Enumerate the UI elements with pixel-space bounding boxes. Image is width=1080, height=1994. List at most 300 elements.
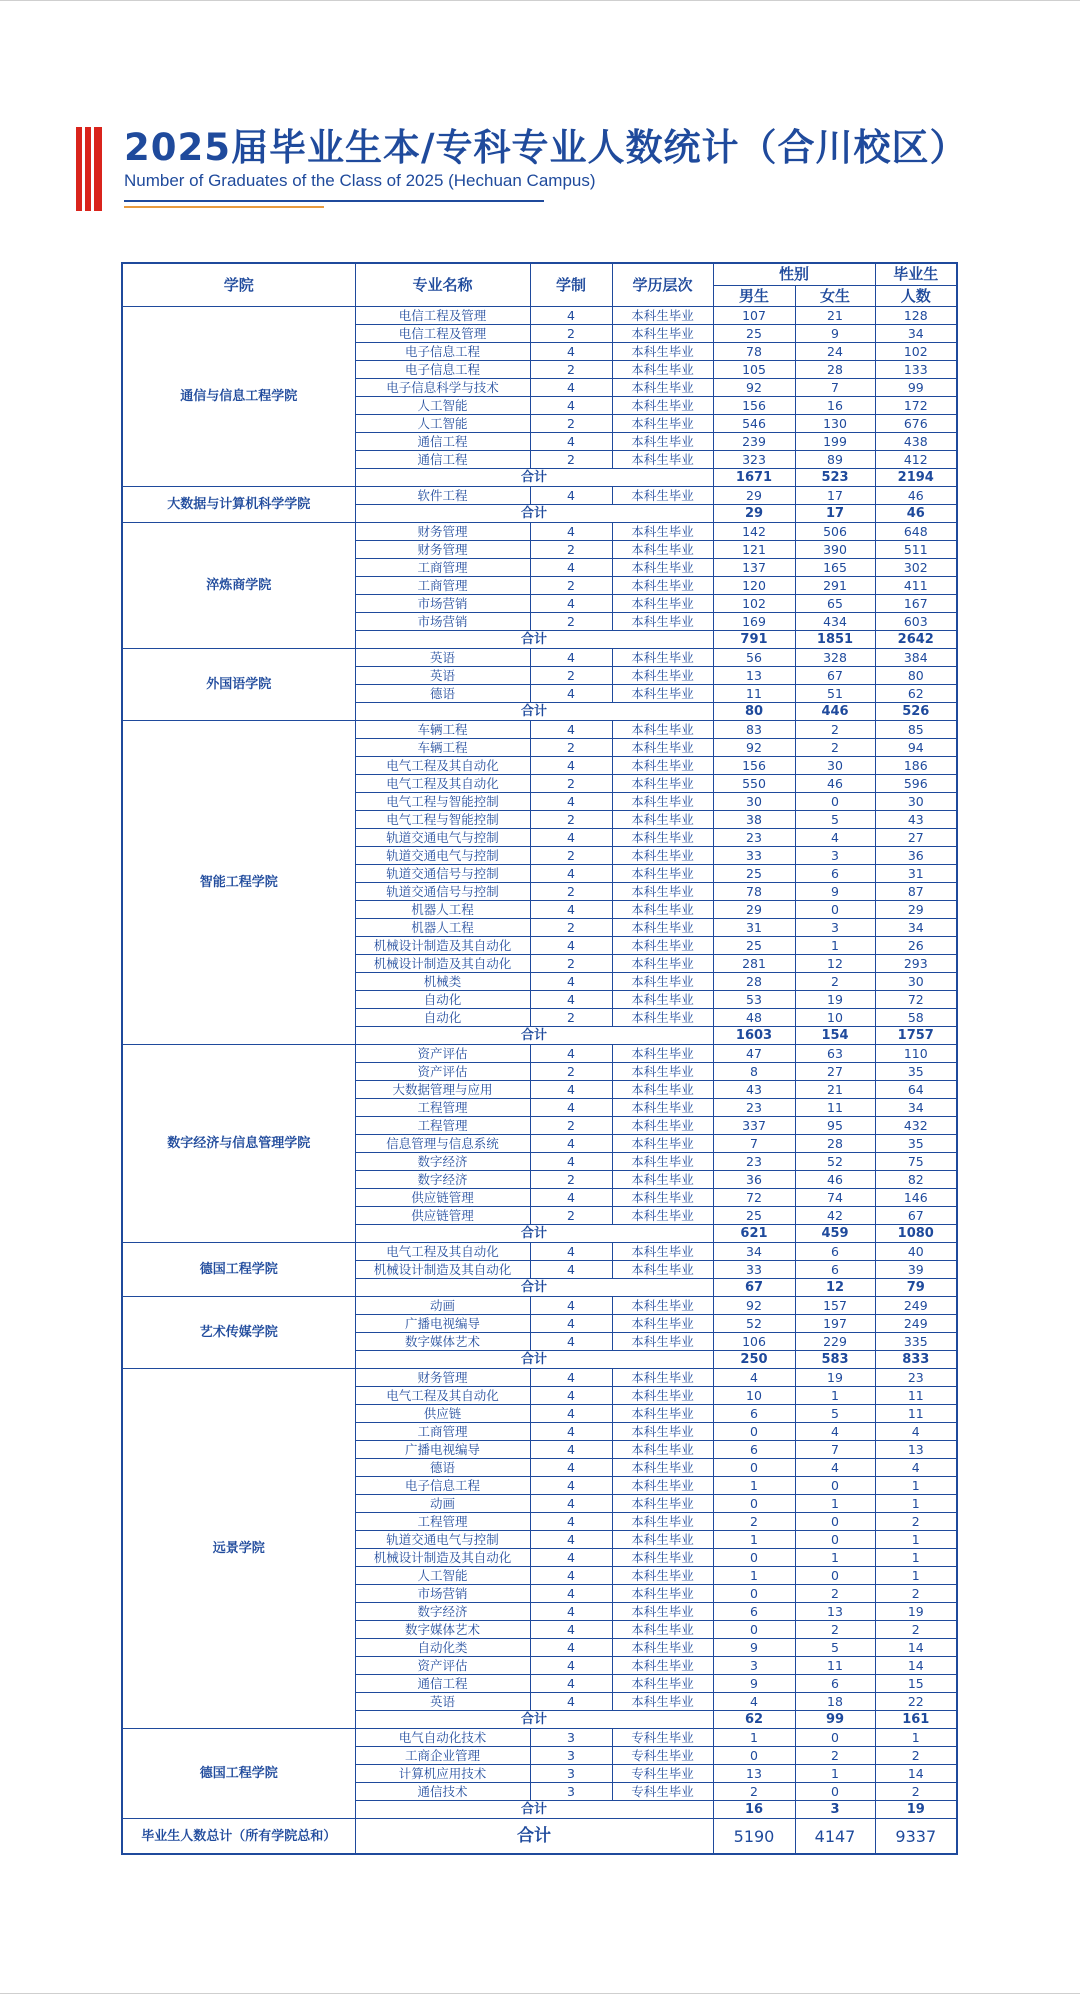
subtotal-label: 合计 (355, 505, 713, 523)
degree-level: 本科生毕业 (612, 1045, 713, 1063)
female-count: 199 (795, 433, 875, 451)
major-name: 电子信息工程 (355, 1477, 530, 1495)
degree-level: 本科生毕业 (612, 685, 713, 703)
female-count: 16 (795, 397, 875, 415)
degree-level: 本科生毕业 (612, 1153, 713, 1171)
duration: 4 (530, 1513, 612, 1531)
total-count: 13 (875, 1441, 957, 1459)
male-count: 56 (713, 649, 795, 667)
duration: 4 (530, 1045, 612, 1063)
degree-level: 本科生毕业 (612, 793, 713, 811)
female-count: 63 (795, 1045, 875, 1063)
total-count: 72 (875, 991, 957, 1009)
male-count: 2 (713, 1783, 795, 1801)
male-count: 4 (713, 1369, 795, 1387)
major-name: 工商管理 (355, 559, 530, 577)
subtotal-female: 523 (795, 469, 875, 487)
male-count: 0 (713, 1747, 795, 1765)
total-count: 128 (875, 307, 957, 325)
female-count: 52 (795, 1153, 875, 1171)
subtotal-female: 459 (795, 1225, 875, 1243)
female-count: 1 (795, 1765, 875, 1783)
degree-level: 本科生毕业 (612, 1459, 713, 1477)
duration: 4 (530, 1369, 612, 1387)
major-name: 电气工程与智能控制 (355, 793, 530, 811)
major-name: 机器人工程 (355, 919, 530, 937)
major-name: 资产评估 (355, 1045, 530, 1063)
major-name: 通信工程 (355, 1675, 530, 1693)
major-name: 机械类 (355, 973, 530, 991)
degree-level: 本科生毕业 (612, 1261, 713, 1279)
grand-total-label: 毕业生人数总计（所有学院总和） (122, 1819, 355, 1855)
duration: 4 (530, 865, 612, 883)
male-count: 9 (713, 1639, 795, 1657)
degree-level: 本科生毕业 (612, 1243, 713, 1261)
major-name: 电信工程及管理 (355, 307, 530, 325)
degree-level: 专科生毕业 (612, 1747, 713, 1765)
duration: 2 (530, 955, 612, 973)
major-name: 德语 (355, 685, 530, 703)
degree-level: 本科生毕业 (612, 307, 713, 325)
duration: 4 (530, 1477, 612, 1495)
total-count: 43 (875, 811, 957, 829)
major-name: 轨道交通电气与控制 (355, 847, 530, 865)
male-count: 33 (713, 847, 795, 865)
female-count: 13 (795, 1603, 875, 1621)
total-count: 2 (875, 1621, 957, 1639)
degree-level: 本科生毕业 (612, 397, 713, 415)
major-name: 软件工程 (355, 487, 530, 505)
duration: 4 (530, 1603, 612, 1621)
duration: 4 (530, 901, 612, 919)
table-row (122, 1243, 957, 1261)
major-name: 英语 (355, 1693, 530, 1711)
subtotal-total: 46 (875, 505, 957, 523)
major-name: 广播电视编导 (355, 1315, 530, 1333)
subtotal-male: 16 (713, 1801, 795, 1819)
total-count: 36 (875, 847, 957, 865)
total-count: 133 (875, 361, 957, 379)
degree-level: 本科生毕业 (612, 1387, 713, 1405)
duration: 4 (530, 595, 612, 613)
subtotal-female: 446 (795, 703, 875, 721)
female-count: 18 (795, 1693, 875, 1711)
subtotal-female: 3 (795, 1801, 875, 1819)
female-count: 2 (795, 1747, 875, 1765)
subtotal-label: 合计 (355, 1279, 713, 1297)
duration: 4 (530, 1639, 612, 1657)
degree-level: 本科生毕业 (612, 739, 713, 757)
duration: 2 (530, 1117, 612, 1135)
male-count: 25 (713, 865, 795, 883)
total-count: 11 (875, 1387, 957, 1405)
degree-level: 本科生毕业 (612, 1531, 713, 1549)
duration: 4 (530, 397, 612, 415)
duration: 4 (530, 649, 612, 667)
subtotal-female: 1851 (795, 631, 875, 649)
degree-level: 本科生毕业 (612, 433, 713, 451)
subtotal-label: 合计 (355, 631, 713, 649)
degree-level: 本科生毕业 (612, 901, 713, 919)
duration: 2 (530, 451, 612, 469)
degree-level: 本科生毕业 (612, 1099, 713, 1117)
major-name: 资产评估 (355, 1657, 530, 1675)
male-count: 33 (713, 1261, 795, 1279)
college-name: 德国工程学院 (122, 1243, 355, 1297)
total-count: 676 (875, 415, 957, 433)
total-count: 1 (875, 1495, 957, 1513)
degree-level: 本科生毕业 (612, 1513, 713, 1531)
female-count: 51 (795, 685, 875, 703)
duration: 3 (530, 1747, 612, 1765)
degree-level: 本科生毕业 (612, 1315, 713, 1333)
total-count: 648 (875, 523, 957, 541)
degree-level: 专科生毕业 (612, 1729, 713, 1747)
subtotal-female: 17 (795, 505, 875, 523)
female-count: 0 (795, 1783, 875, 1801)
degree-level: 本科生毕业 (612, 343, 713, 361)
subtotal-male: 791 (713, 631, 795, 649)
total-count: 35 (875, 1135, 957, 1153)
major-name: 工商企业管理 (355, 1747, 530, 1765)
female-count: 0 (795, 793, 875, 811)
major-name: 轨道交通信号与控制 (355, 865, 530, 883)
subtotal-male: 80 (713, 703, 795, 721)
total-count: 15 (875, 1675, 957, 1693)
title-decoration-bars (76, 127, 102, 211)
subtotal-total: 526 (875, 703, 957, 721)
female-count: 9 (795, 883, 875, 901)
college-name: 数字经济与信息管理学院 (122, 1045, 355, 1243)
degree-level: 本科生毕业 (612, 1657, 713, 1675)
female-count: 4 (795, 1459, 875, 1477)
total-count: 167 (875, 595, 957, 613)
major-name: 电气工程及其自动化 (355, 775, 530, 793)
subtotal-total: 161 (875, 1711, 957, 1729)
female-count: 46 (795, 1171, 875, 1189)
subtotal-total: 79 (875, 1279, 957, 1297)
female-count: 197 (795, 1315, 875, 1333)
total-count: 30 (875, 973, 957, 991)
male-count: 6 (713, 1603, 795, 1621)
total-count: 39 (875, 1261, 957, 1279)
degree-level: 本科生毕业 (612, 361, 713, 379)
top-border (0, 0, 1080, 1)
female-count: 291 (795, 577, 875, 595)
subtotal-total: 1757 (875, 1027, 957, 1045)
male-count: 0 (713, 1423, 795, 1441)
male-count: 1 (713, 1531, 795, 1549)
subtotal-label: 合计 (355, 469, 713, 487)
total-count: 82 (875, 1171, 957, 1189)
female-count: 11 (795, 1657, 875, 1675)
major-name: 车辆工程 (355, 721, 530, 739)
major-name: 财务管理 (355, 1369, 530, 1387)
total-count: 335 (875, 1333, 957, 1351)
major-name: 财务管理 (355, 541, 530, 559)
degree-level: 本科生毕业 (612, 1297, 713, 1315)
male-count: 121 (713, 541, 795, 559)
total-count: 62 (875, 685, 957, 703)
male-count: 11 (713, 685, 795, 703)
major-name: 动画 (355, 1495, 530, 1513)
major-name: 市场营销 (355, 595, 530, 613)
duration: 4 (530, 1081, 612, 1099)
header-gender: 性别 (713, 263, 875, 285)
degree-level: 本科生毕业 (612, 1171, 713, 1189)
degree-level: 本科生毕业 (612, 991, 713, 1009)
duration: 4 (530, 1405, 612, 1423)
duration: 4 (530, 1621, 612, 1639)
duration: 4 (530, 1657, 612, 1675)
male-count: 34 (713, 1243, 795, 1261)
degree-level: 本科生毕业 (612, 523, 713, 541)
major-name: 数字媒体艺术 (355, 1333, 530, 1351)
major-name: 人工智能 (355, 1567, 530, 1585)
male-count: 13 (713, 1765, 795, 1783)
duration: 4 (530, 973, 612, 991)
major-name: 轨道交通信号与控制 (355, 883, 530, 901)
major-name: 人工智能 (355, 415, 530, 433)
duration: 4 (530, 829, 612, 847)
duration: 2 (530, 541, 612, 559)
duration: 4 (530, 1135, 612, 1153)
degree-level: 本科生毕业 (612, 1369, 713, 1387)
male-count: 6 (713, 1441, 795, 1459)
major-name: 计算机应用技术 (355, 1765, 530, 1783)
college-name: 淬炼商学院 (122, 523, 355, 649)
male-count: 7 (713, 1135, 795, 1153)
total-count: 19 (875, 1603, 957, 1621)
major-name: 数字媒体艺术 (355, 1621, 530, 1639)
male-count: 92 (713, 739, 795, 757)
duration: 4 (530, 1297, 612, 1315)
major-name: 工程管理 (355, 1099, 530, 1117)
major-name: 车辆工程 (355, 739, 530, 757)
female-count: 95 (795, 1117, 875, 1135)
degree-level: 本科生毕业 (612, 1603, 713, 1621)
duration: 3 (530, 1765, 612, 1783)
total-count: 87 (875, 883, 957, 901)
major-name: 供应链管理 (355, 1207, 530, 1225)
total-count: 2 (875, 1513, 957, 1531)
duration: 4 (530, 1585, 612, 1603)
duration: 2 (530, 847, 612, 865)
subtotal-female: 154 (795, 1027, 875, 1045)
male-count: 36 (713, 1171, 795, 1189)
duration: 4 (530, 433, 612, 451)
major-name: 工商管理 (355, 577, 530, 595)
female-count: 42 (795, 1207, 875, 1225)
duration: 4 (530, 1675, 612, 1693)
total-count: 11 (875, 1405, 957, 1423)
degree-level: 本科生毕业 (612, 955, 713, 973)
total-count: 1 (875, 1729, 957, 1747)
table-row (122, 1369, 957, 1387)
duration: 4 (530, 1243, 612, 1261)
total-count: 293 (875, 955, 957, 973)
male-count: 546 (713, 415, 795, 433)
subtotal-total: 833 (875, 1351, 957, 1369)
male-count: 323 (713, 451, 795, 469)
male-count: 120 (713, 577, 795, 595)
female-count: 2 (795, 1621, 875, 1639)
male-count: 38 (713, 811, 795, 829)
female-count: 21 (795, 1081, 875, 1099)
female-count: 157 (795, 1297, 875, 1315)
subtotal-label: 合计 (355, 1801, 713, 1819)
female-count: 2 (795, 973, 875, 991)
male-count: 52 (713, 1315, 795, 1333)
male-count: 550 (713, 775, 795, 793)
degree-level: 本科生毕业 (612, 847, 713, 865)
female-count: 4 (795, 1423, 875, 1441)
header-duration: 学制 (530, 263, 612, 307)
female-count: 19 (795, 1369, 875, 1387)
major-name: 机械设计制造及其自动化 (355, 937, 530, 955)
header-male: 男生 (713, 285, 795, 307)
subtotal-male: 621 (713, 1225, 795, 1243)
female-count: 0 (795, 1729, 875, 1747)
degree-level: 本科生毕业 (612, 865, 713, 883)
male-count: 6 (713, 1405, 795, 1423)
female-count: 4 (795, 829, 875, 847)
male-count: 4 (713, 1693, 795, 1711)
female-count: 74 (795, 1189, 875, 1207)
major-name: 电信工程及管理 (355, 325, 530, 343)
total-count: 384 (875, 649, 957, 667)
duration: 2 (530, 325, 612, 343)
duration: 3 (530, 1783, 612, 1801)
duration: 4 (530, 937, 612, 955)
total-count: 1 (875, 1531, 957, 1549)
female-count: 7 (795, 1441, 875, 1459)
table-row (122, 1297, 957, 1315)
degree-level: 本科生毕业 (612, 1495, 713, 1513)
degree-level: 本科生毕业 (612, 541, 713, 559)
degree-level: 本科生毕业 (612, 811, 713, 829)
male-count: 169 (713, 613, 795, 631)
male-count: 105 (713, 361, 795, 379)
total-count: 1 (875, 1567, 957, 1585)
total-count: 249 (875, 1315, 957, 1333)
male-count: 281 (713, 955, 795, 973)
male-count: 25 (713, 1207, 795, 1225)
female-count: 130 (795, 415, 875, 433)
total-count: 75 (875, 1153, 957, 1171)
table-row (122, 1045, 957, 1063)
subtotal-male: 67 (713, 1279, 795, 1297)
degree-level: 本科生毕业 (612, 937, 713, 955)
male-count: 29 (713, 901, 795, 919)
total-count: 23 (875, 1369, 957, 1387)
major-name: 数字经济 (355, 1153, 530, 1171)
male-count: 48 (713, 1009, 795, 1027)
total-count: 22 (875, 1693, 957, 1711)
major-name: 德语 (355, 1459, 530, 1477)
male-count: 0 (713, 1549, 795, 1567)
male-count: 28 (713, 973, 795, 991)
female-count: 2 (795, 721, 875, 739)
total-count: 2 (875, 1783, 957, 1801)
total-count: 2 (875, 1747, 957, 1765)
major-name: 信息管理与信息系统 (355, 1135, 530, 1153)
major-name: 电子信息科学与技术 (355, 379, 530, 397)
total-count: 1 (875, 1549, 957, 1567)
female-count: 28 (795, 361, 875, 379)
total-count: 1 (875, 1477, 957, 1495)
subtotal-label: 合计 (355, 1027, 713, 1045)
grand-total-row (122, 1819, 957, 1855)
degree-level: 本科生毕业 (612, 559, 713, 577)
male-count: 72 (713, 1189, 795, 1207)
female-count: 6 (795, 1675, 875, 1693)
major-name: 数字经济 (355, 1171, 530, 1189)
degree-level: 本科生毕业 (612, 721, 713, 739)
header-major: 专业名称 (355, 263, 530, 307)
female-count: 6 (795, 1243, 875, 1261)
major-name: 自动化类 (355, 1639, 530, 1657)
degree-level: 本科生毕业 (612, 1567, 713, 1585)
degree-level: 本科生毕业 (612, 1081, 713, 1099)
total-count: 14 (875, 1639, 957, 1657)
degree-level: 本科生毕业 (612, 415, 713, 433)
female-count: 0 (795, 1567, 875, 1585)
total-count: 412 (875, 451, 957, 469)
total-count: 40 (875, 1243, 957, 1261)
male-count: 78 (713, 343, 795, 361)
duration: 4 (530, 1153, 612, 1171)
female-count: 6 (795, 1261, 875, 1279)
male-count: 23 (713, 1099, 795, 1117)
duration: 2 (530, 1207, 612, 1225)
duration: 2 (530, 1063, 612, 1081)
total-count: 30 (875, 793, 957, 811)
major-name: 机械设计制造及其自动化 (355, 955, 530, 973)
major-name: 轨道交通电气与控制 (355, 829, 530, 847)
table-row (122, 721, 957, 739)
female-count: 21 (795, 307, 875, 325)
degree-level: 本科生毕业 (612, 451, 713, 469)
female-count: 506 (795, 523, 875, 541)
male-count: 92 (713, 1297, 795, 1315)
major-name: 工商管理 (355, 1423, 530, 1441)
total-count: 432 (875, 1117, 957, 1135)
total-count: 14 (875, 1765, 957, 1783)
table-row (122, 487, 957, 505)
degree-level: 本科生毕业 (612, 1063, 713, 1081)
total-count: 34 (875, 919, 957, 937)
major-name: 轨道交通电气与控制 (355, 1531, 530, 1549)
college-name: 智能工程学院 (122, 721, 355, 1045)
total-count: 80 (875, 667, 957, 685)
header-graduates: 毕业生 (875, 263, 957, 285)
grand-total-male: 5190 (713, 1819, 795, 1855)
subtotal-label: 合计 (355, 1711, 713, 1729)
female-count: 24 (795, 343, 875, 361)
male-count: 13 (713, 667, 795, 685)
duration: 2 (530, 739, 612, 757)
major-name: 市场营销 (355, 1585, 530, 1603)
total-count: 85 (875, 721, 957, 739)
degree-level: 本科生毕业 (612, 613, 713, 631)
male-count: 137 (713, 559, 795, 577)
page-subtitle: Number of Graduates of the Class of 2025 (Hechuan Campus) (124, 171, 596, 190)
male-count: 337 (713, 1117, 795, 1135)
total-count: 34 (875, 325, 957, 343)
total-count: 511 (875, 541, 957, 559)
duration: 4 (530, 1189, 612, 1207)
